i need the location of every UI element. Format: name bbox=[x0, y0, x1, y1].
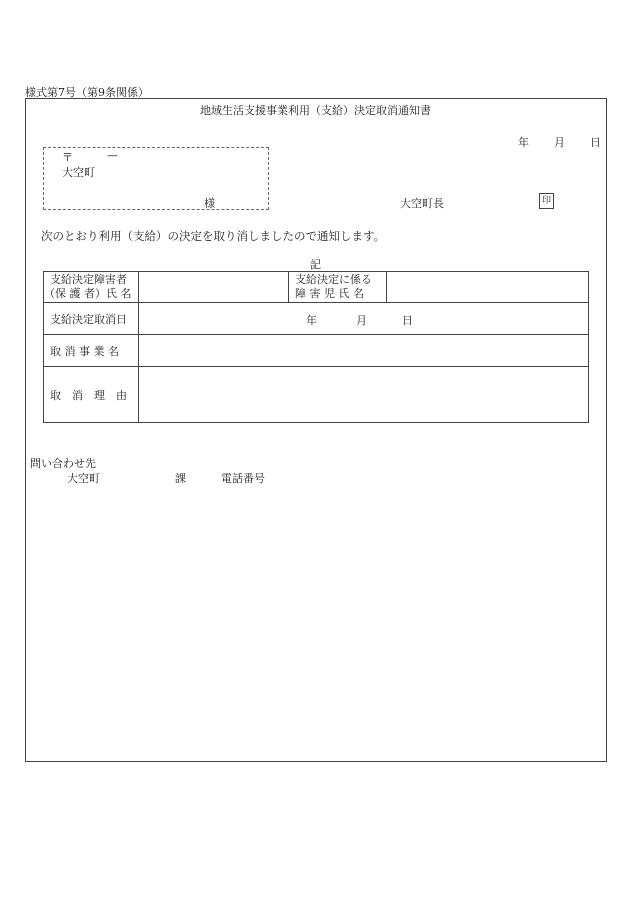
document-title: 地域生活支援事業利用（支給）決定取消通知書 bbox=[200, 104, 431, 117]
cancellation-year: 年 bbox=[306, 314, 317, 327]
contact-town: 大空町 bbox=[67, 472, 100, 485]
cancellation-date-label: 支給決定取消日 bbox=[44, 303, 139, 335]
cancellation-date-field[interactable] bbox=[139, 303, 589, 335]
table-row bbox=[44, 367, 589, 423]
contact-heading: 問い合わせ先 bbox=[30, 457, 96, 470]
table-row bbox=[44, 272, 589, 303]
disabled-person-name-field[interactable] bbox=[139, 272, 289, 303]
cancelled-service-label: 取 消 事 業 名 bbox=[44, 335, 139, 367]
cancellation-day: 日 bbox=[402, 314, 413, 327]
date-month: 月 bbox=[554, 136, 565, 149]
recipient-honorific: 様 bbox=[204, 197, 215, 210]
cancellation-reason-label: 取 消 理 由 bbox=[44, 367, 139, 423]
postal-mark: 〒 bbox=[62, 151, 73, 164]
contact-section: 課 bbox=[175, 472, 186, 485]
contact-phone-label: 電話番号 bbox=[221, 472, 265, 485]
postal-dash: — bbox=[107, 149, 118, 162]
issuer-name: 大空町長 bbox=[400, 197, 444, 210]
disabled-person-name-label: 支給決定障害者 （保 護 者）氏 名 bbox=[44, 272, 139, 303]
cancellation-month: 月 bbox=[356, 314, 367, 327]
cancelled-service-field[interactable] bbox=[139, 335, 589, 367]
notice-text: 次のとおり利用（支給）の決定を取り消しましたので通知します。 bbox=[41, 229, 386, 243]
details-table bbox=[43, 271, 589, 423]
table-row bbox=[44, 335, 589, 367]
child-name-field[interactable] bbox=[387, 272, 589, 303]
date-year: 年 bbox=[518, 136, 529, 149]
ki-label: 記 bbox=[310, 258, 321, 271]
table-row bbox=[44, 303, 589, 335]
cancellation-reason-field[interactable] bbox=[139, 367, 589, 423]
seal-mark: 印 bbox=[539, 193, 554, 209]
child-name-label: 支給決定に係る 障 害 児 氏 名 bbox=[289, 272, 387, 303]
form-number: 様式第7号（第9条関係） bbox=[25, 86, 149, 99]
address-town: 大空町 bbox=[62, 166, 95, 179]
date-day: 日 bbox=[590, 136, 601, 149]
